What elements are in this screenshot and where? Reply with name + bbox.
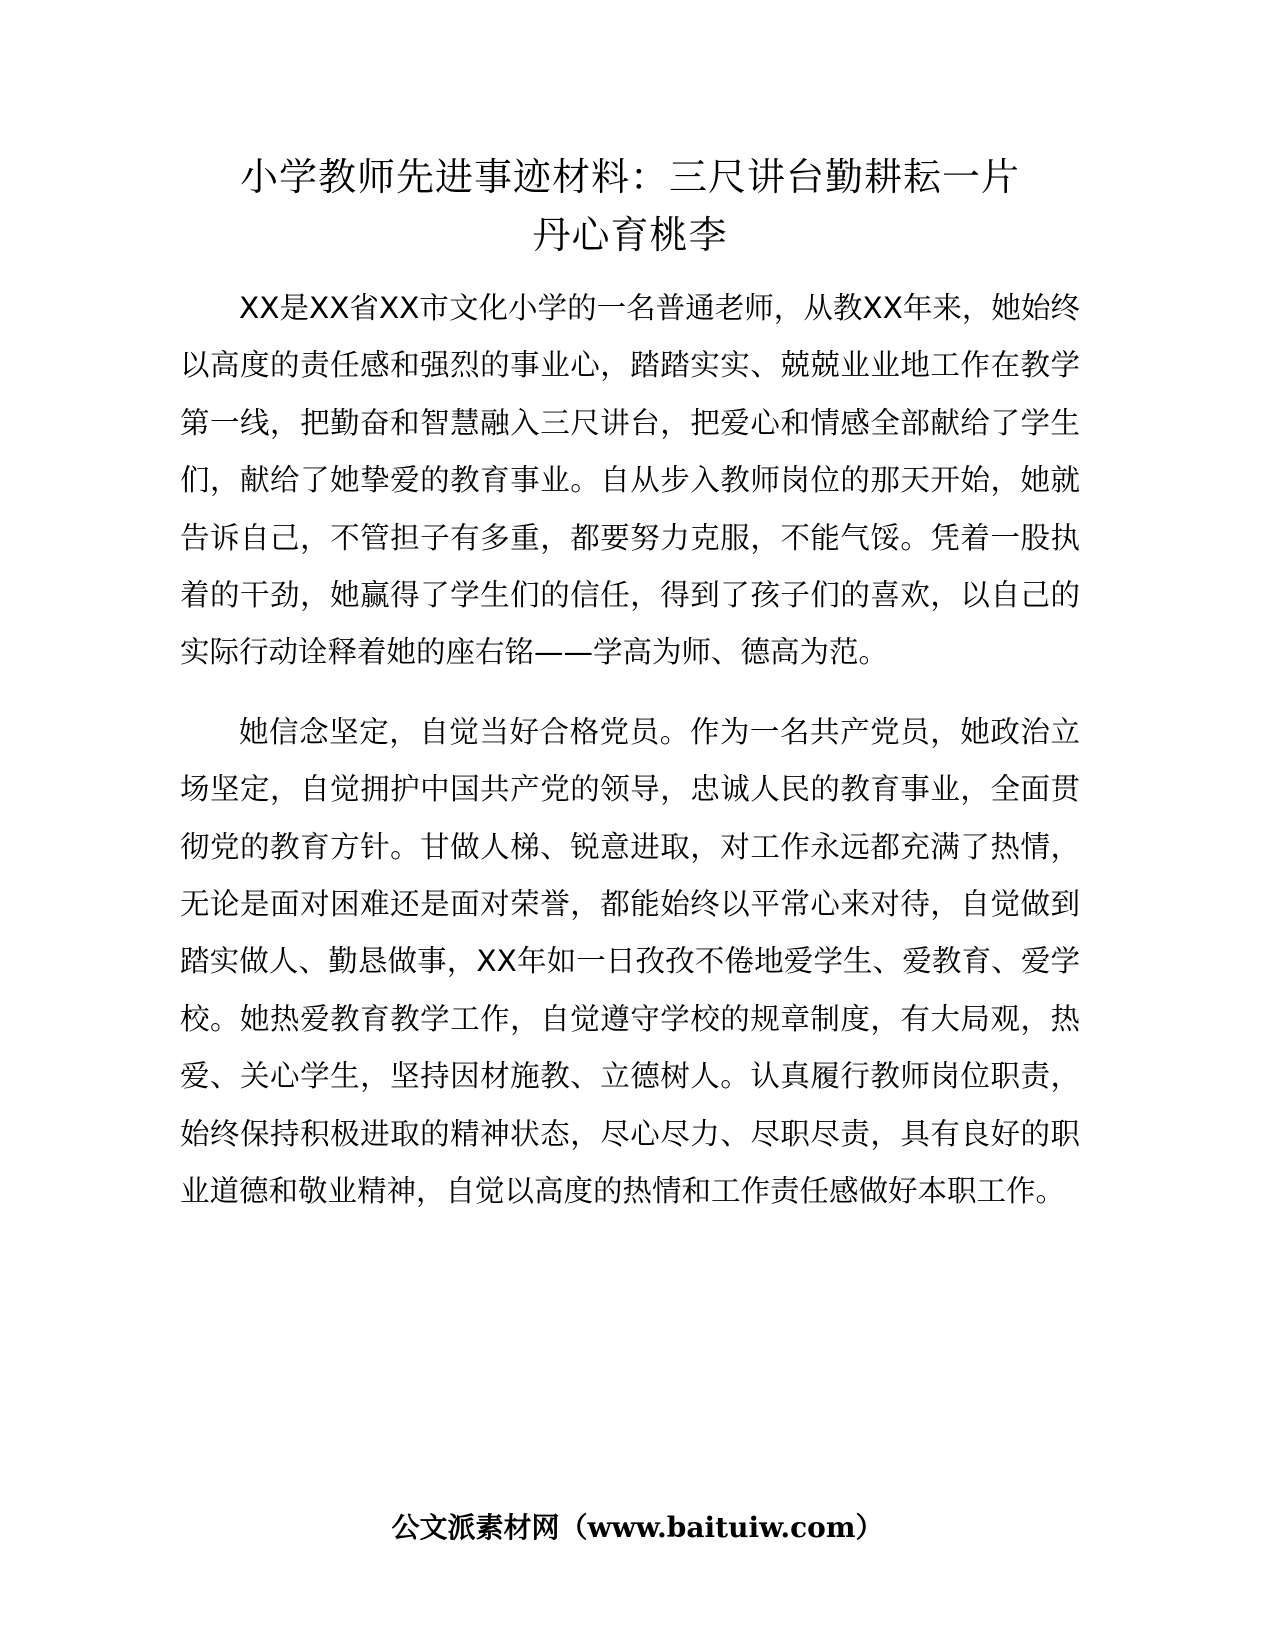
footer-site-name: 公文派素材网 [391,1511,560,1544]
title-line-1: 小学教师先进事迹材料：三尺讲台勤耕耘一片 [239,155,1020,199]
document-title [180,148,1080,264]
paragraph-1: XX是XX省XX市文化小学的一名普通老师，从教XX年来，她始终以高度的责任感和强烈的事业心，踏踏实实、兢兢业业地工作在教学第一线，把勤奋和智慧融入三尺讲台，把爱心和情感全部献给了学生们，献给了她挚爱的教育事业。自从步入教师岗位的那天开始，她就告诉自己，不管担子有多重，都要努力克服，不能气馁。凭着一股执着的干劲，她赢得了学生们的信任，得到了孩子们的喜欢，以自己的实际行动诠释着她的座右铭——学高为师、德高为范。 [180,291,1080,670]
title-line-2: 丹心育桃李 [532,213,728,257]
page-footer [0,1508,1275,1548]
footer-url: （www.baituiw.com） [559,1511,884,1544]
document-body [180,280,1080,1243]
paragraph-2: 她信念坚定，自觉当好合格党员。作为一名共产党员，她政治立场坚定，自觉拥护中国共产党的领导，忠诚人民的教育事业，全面贯彻党的教育方针。甘做人梯、锐意进取，对工作永远都充满了热情，无论是面对困难还是面对荣誉，都能始终以平常心来对待，自觉做到踏实做人、勤恳做事，XX年如一日孜孜不倦地爱学生、爱教育、爱学校。她热爱教育教学工作，自觉遵守学校的规章制度，有大局观，热爱、关心学生，坚持因材施教、立德树人。认真履行教师岗位职责，始终保持积极进取的精神状态，尽心尽力、尽职尽责，具有良好的职业道德和敬业精神，自觉以高度的热情和工作责任感做好本职工作。 [180,714,1080,1209]
